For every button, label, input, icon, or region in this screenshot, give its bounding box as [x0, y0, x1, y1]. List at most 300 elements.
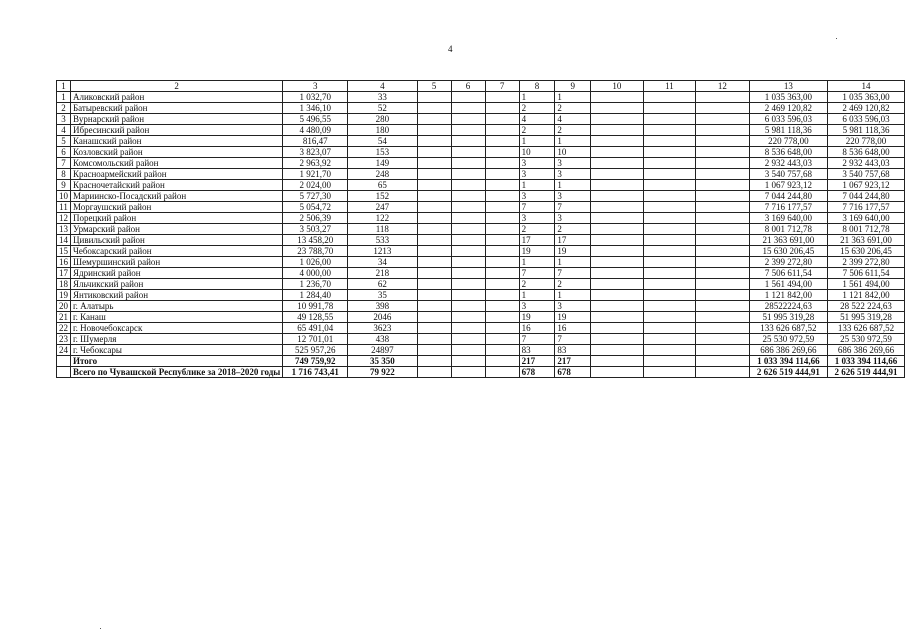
- table-cell: 1 035 363,00: [749, 92, 827, 103]
- table-cell: [485, 147, 519, 158]
- table-cell: [417, 136, 451, 147]
- table-cell: 51 995 319,28: [749, 312, 827, 323]
- table-cell: [417, 323, 451, 334]
- table-cell: [417, 158, 451, 169]
- table-cell: 19: [555, 246, 591, 257]
- table-cell: [643, 158, 696, 169]
- table-cell: [591, 213, 644, 224]
- table-cell: [417, 224, 451, 235]
- table-cell: 118: [348, 224, 417, 235]
- table-cell: 9: [57, 180, 71, 191]
- table-row: [57, 235, 905, 246]
- table-cell: [591, 103, 644, 114]
- table-cell: [485, 224, 519, 235]
- table-cell: [591, 356, 644, 367]
- header-row: [57, 81, 905, 92]
- table-cell: [485, 114, 519, 125]
- district-cell: Янтиковский район: [71, 290, 283, 301]
- table-cell: [417, 356, 451, 367]
- table-cell: 1 716 743,41: [283, 367, 348, 378]
- table-cell: 18: [57, 279, 71, 290]
- district-cell: Моргаушский район: [71, 202, 283, 213]
- district-cell: Красноармейский район: [71, 169, 283, 180]
- table-cell: 5 981 118,36: [828, 125, 905, 136]
- table-cell: 19: [555, 312, 591, 323]
- district-cell: Чебоксарский район: [71, 246, 283, 257]
- table-cell: [417, 334, 451, 345]
- table-cell: 3: [519, 169, 555, 180]
- table-cell: [451, 136, 485, 147]
- table-cell: 2 399 272,80: [828, 257, 905, 268]
- table-row: [57, 136, 905, 147]
- table-cell: 1: [555, 180, 591, 191]
- table-cell: [485, 158, 519, 169]
- table-cell: 217: [555, 356, 591, 367]
- table-cell: 678: [555, 367, 591, 378]
- table-cell: [643, 224, 696, 235]
- table-cell: [696, 246, 749, 257]
- table-cell: 4: [519, 114, 555, 125]
- table-cell: [696, 191, 749, 202]
- table-cell: [696, 114, 749, 125]
- table-cell: 83: [555, 345, 591, 356]
- table-cell: [485, 180, 519, 191]
- table-row: [57, 147, 905, 158]
- table-cell: [591, 257, 644, 268]
- table-cell: 7: [519, 334, 555, 345]
- table-cell: [451, 191, 485, 202]
- table-cell: 1 067 923,12: [749, 180, 827, 191]
- table-cell: 1: [555, 136, 591, 147]
- table-cell: [643, 301, 696, 312]
- table-cell: 3 540 757,68: [828, 169, 905, 180]
- table-cell: [417, 202, 451, 213]
- table-cell: [696, 158, 749, 169]
- table-cell: 2 506,39: [283, 213, 348, 224]
- table-cell: [591, 334, 644, 345]
- table-cell: [696, 125, 749, 136]
- table-cell: 3: [519, 158, 555, 169]
- table-cell: 1 921,70: [283, 169, 348, 180]
- table-row: [57, 191, 905, 202]
- table-cell: 5: [57, 136, 71, 147]
- table-cell: 6: [57, 147, 71, 158]
- table-cell: [451, 224, 485, 235]
- table-cell: [451, 356, 485, 367]
- table-cell: [591, 147, 644, 158]
- table-cell: 152: [348, 191, 417, 202]
- table-cell: [591, 345, 644, 356]
- table-cell: [643, 213, 696, 224]
- table-cell: 153: [348, 147, 417, 158]
- table-cell: 13: [57, 224, 71, 235]
- table-cell: [591, 169, 644, 180]
- table-cell: [696, 323, 749, 334]
- column-header: 1: [57, 81, 71, 92]
- table-cell: [643, 279, 696, 290]
- district-cell: Аликовский район: [71, 92, 283, 103]
- table-cell: 1 032,70: [283, 92, 348, 103]
- table-cell: [417, 213, 451, 224]
- table-cell: [591, 114, 644, 125]
- table-row: [57, 224, 905, 235]
- table-cell: [417, 114, 451, 125]
- table-cell: [417, 257, 451, 268]
- table-cell: [485, 125, 519, 136]
- column-header: 2: [71, 81, 283, 92]
- column-header: 6: [451, 81, 485, 92]
- table-cell: 21 363 691,00: [749, 235, 827, 246]
- table-cell: [417, 125, 451, 136]
- table-cell: 6 033 596,03: [828, 114, 905, 125]
- table-cell: 10: [555, 147, 591, 158]
- table-cell: [451, 92, 485, 103]
- column-header: 9: [555, 81, 591, 92]
- table-cell: 8 536 648,00: [828, 147, 905, 158]
- table-cell: [417, 345, 451, 356]
- table-row: [57, 323, 905, 334]
- column-header: 4: [348, 81, 417, 92]
- total-label: Итого: [71, 356, 283, 367]
- table-row: [57, 290, 905, 301]
- table-cell: [696, 334, 749, 345]
- table-cell: [643, 180, 696, 191]
- table-cell: 133 626 687,52: [828, 323, 905, 334]
- table-cell: 3: [555, 213, 591, 224]
- table-cell: [451, 180, 485, 191]
- table-cell: [451, 290, 485, 301]
- table-cell: 13 458,20: [283, 235, 348, 246]
- table-cell: [451, 268, 485, 279]
- table-cell: 23 788,70: [283, 246, 348, 257]
- table-cell: [591, 158, 644, 169]
- table-cell: 16: [57, 257, 71, 268]
- table-cell: [643, 334, 696, 345]
- table-cell: [696, 147, 749, 158]
- table-cell: 7 506 611,54: [749, 268, 827, 279]
- table-cell: [591, 191, 644, 202]
- table-cell: 1 561 494,00: [749, 279, 827, 290]
- table-cell: 24: [57, 345, 71, 356]
- table-cell: 33: [348, 92, 417, 103]
- table-cell: 28 522 224,63: [828, 301, 905, 312]
- table-cell: [696, 257, 749, 268]
- table-cell: 2: [555, 125, 591, 136]
- table-cell: 20: [57, 301, 71, 312]
- table-cell: 3: [555, 158, 591, 169]
- table-cell: [643, 103, 696, 114]
- district-cell: г. Новочебоксарск: [71, 323, 283, 334]
- column-header: 10: [591, 81, 644, 92]
- table-cell: 12 701,01: [283, 334, 348, 345]
- table-cell: [485, 345, 519, 356]
- table-cell: 1 236,70: [283, 279, 348, 290]
- table-cell: 79 922: [348, 367, 417, 378]
- table-row: [57, 213, 905, 224]
- table-cell: 686 386 269,66: [749, 345, 827, 356]
- table-cell: 3: [519, 301, 555, 312]
- column-header: 5: [417, 81, 451, 92]
- table-cell: 247: [348, 202, 417, 213]
- table-cell: 5 727,30: [283, 191, 348, 202]
- table-cell: 2: [519, 279, 555, 290]
- table-row: [57, 202, 905, 213]
- subtotal-row: [57, 356, 905, 367]
- table-row: [57, 312, 905, 323]
- table-cell: 2: [555, 103, 591, 114]
- table-cell: [696, 180, 749, 191]
- table-cell: [485, 356, 519, 367]
- table-cell: 21 363 691,00: [828, 235, 905, 246]
- table-cell: 2 932 443,03: [828, 158, 905, 169]
- table-cell: [696, 345, 749, 356]
- table-cell: 2 932 443,03: [749, 158, 827, 169]
- table-row: [57, 246, 905, 257]
- table-cell: 23: [57, 334, 71, 345]
- table-cell: [696, 279, 749, 290]
- table-cell: 15: [57, 246, 71, 257]
- table-cell: 21: [57, 312, 71, 323]
- data-table: [56, 80, 905, 378]
- table-cell: 1: [519, 92, 555, 103]
- table-cell: 1 284,40: [283, 290, 348, 301]
- scan-speck: [836, 38, 837, 39]
- table-cell: 4: [57, 125, 71, 136]
- table-cell: 3 169 640,00: [749, 213, 827, 224]
- district-cell: Ибресинский район: [71, 125, 283, 136]
- table-cell: [643, 323, 696, 334]
- table-cell: [417, 279, 451, 290]
- table-cell: 7 716 177,57: [828, 202, 905, 213]
- table-row: [57, 301, 905, 312]
- table-cell: 7 716 177,57: [749, 202, 827, 213]
- table-cell: 2 626 519 444,91: [749, 367, 827, 378]
- table-cell: [451, 246, 485, 257]
- table-cell: 17: [555, 235, 591, 246]
- table-cell: 1: [519, 136, 555, 147]
- table-cell: 7: [555, 202, 591, 213]
- table-cell: 35: [348, 290, 417, 301]
- table-cell: 2 963,92: [283, 158, 348, 169]
- district-cell: Яльчикский район: [71, 279, 283, 290]
- table-cell: 2046: [348, 312, 417, 323]
- table-cell: 7: [57, 158, 71, 169]
- table-cell: [643, 345, 696, 356]
- table-cell: [643, 92, 696, 103]
- table-cell: 525 957,26: [283, 345, 348, 356]
- table-body: [57, 81, 905, 378]
- table-cell: 2: [519, 125, 555, 136]
- column-header: 12: [696, 81, 749, 92]
- table-cell: 17: [519, 235, 555, 246]
- table-cell: [485, 323, 519, 334]
- table-cell: 248: [348, 169, 417, 180]
- district-cell: Ядринский район: [71, 268, 283, 279]
- district-cell: Вурнарский район: [71, 114, 283, 125]
- table-cell: 83: [519, 345, 555, 356]
- table-cell: [451, 103, 485, 114]
- table-cell: 10: [57, 191, 71, 202]
- table-cell: 1 121 842,00: [749, 290, 827, 301]
- table-cell: 51 995 319,28: [828, 312, 905, 323]
- table-cell: 49 128,55: [283, 312, 348, 323]
- table-cell: 5 981 118,36: [749, 125, 827, 136]
- table-cell: 16: [519, 323, 555, 334]
- table-cell: 2 024,00: [283, 180, 348, 191]
- table-cell: [485, 290, 519, 301]
- table-cell: [451, 147, 485, 158]
- district-cell: Урмарский район: [71, 224, 283, 235]
- table-cell: [696, 235, 749, 246]
- table-cell: [643, 268, 696, 279]
- table-cell: [451, 213, 485, 224]
- table-cell: 1 033 394 114,66: [749, 356, 827, 367]
- table-cell: 398: [348, 301, 417, 312]
- table-cell: 5 496,55: [283, 114, 348, 125]
- table-cell: 1: [57, 92, 71, 103]
- table-cell: [485, 257, 519, 268]
- table-cell: 678: [519, 367, 555, 378]
- table-cell: [485, 312, 519, 323]
- table-cell: 3: [57, 114, 71, 125]
- table-cell: 1 346,10: [283, 103, 348, 114]
- district-cell: Козловский район: [71, 147, 283, 158]
- table-cell: 7 044 244,80: [749, 191, 827, 202]
- table-cell: [485, 136, 519, 147]
- table-cell: [591, 323, 644, 334]
- table-cell: [591, 202, 644, 213]
- table-cell: [485, 169, 519, 180]
- table-cell: [643, 367, 696, 378]
- table-cell: [451, 125, 485, 136]
- table-cell: 12: [57, 213, 71, 224]
- table-row: [57, 92, 905, 103]
- table-cell: [591, 180, 644, 191]
- table-cell: [417, 301, 451, 312]
- table-cell: [643, 290, 696, 301]
- table-cell: [451, 202, 485, 213]
- table-cell: [485, 235, 519, 246]
- table-cell: 2: [555, 224, 591, 235]
- table-cell: 28522224,63: [749, 301, 827, 312]
- table-cell: 3 540 757,68: [749, 169, 827, 180]
- table-cell: 8: [57, 169, 71, 180]
- table-cell: 686 386 269,66: [828, 345, 905, 356]
- table-cell: 19: [519, 246, 555, 257]
- table-cell: 10 991,78: [283, 301, 348, 312]
- table-cell: 54: [348, 136, 417, 147]
- table-cell: [696, 202, 749, 213]
- table-cell: 17: [57, 268, 71, 279]
- table-cell: 2: [519, 224, 555, 235]
- table-cell: 220 778,00: [749, 136, 827, 147]
- table-row: [57, 180, 905, 191]
- table-cell: [696, 103, 749, 114]
- table-cell: [643, 202, 696, 213]
- table-cell: 149: [348, 158, 417, 169]
- table-cell: 533: [348, 235, 417, 246]
- total-label: Всего по Чувашской Республике за 2018–2020 годы: [71, 367, 283, 378]
- table-cell: 8 001 712,78: [828, 224, 905, 235]
- table-cell: 52: [348, 103, 417, 114]
- table-cell: 3: [555, 301, 591, 312]
- table-cell: [643, 191, 696, 202]
- table-cell: [451, 169, 485, 180]
- table-cell: [591, 367, 644, 378]
- district-cell: Батыревский район: [71, 103, 283, 114]
- table-row: [57, 257, 905, 268]
- table-cell: 3: [519, 191, 555, 202]
- table-cell: 1 067 923,12: [828, 180, 905, 191]
- table-cell: [417, 312, 451, 323]
- table-cell: [417, 103, 451, 114]
- table-row: [57, 125, 905, 136]
- table-cell: [417, 191, 451, 202]
- table-cell: [591, 268, 644, 279]
- table-cell: [591, 224, 644, 235]
- table-cell: 218: [348, 268, 417, 279]
- table-cell: 3: [555, 169, 591, 180]
- table-cell: [696, 301, 749, 312]
- table-cell: [485, 334, 519, 345]
- table-cell: [451, 334, 485, 345]
- table-cell: [417, 169, 451, 180]
- table-row: [57, 114, 905, 125]
- scan-speck: [100, 628, 101, 629]
- table-cell: [696, 356, 749, 367]
- district-cell: Порецкий район: [71, 213, 283, 224]
- table-cell: [417, 246, 451, 257]
- table-cell: [643, 312, 696, 323]
- table-cell: 34: [348, 257, 417, 268]
- table-cell: 1: [555, 257, 591, 268]
- table-cell: 2: [555, 279, 591, 290]
- table-cell: 122: [348, 213, 417, 224]
- table-cell: 816,47: [283, 136, 348, 147]
- table-cell: [417, 147, 451, 158]
- table-cell: [417, 180, 451, 191]
- table-cell: [451, 312, 485, 323]
- table-cell: 19: [57, 290, 71, 301]
- table-cell: [696, 169, 749, 180]
- table-cell: 10: [519, 147, 555, 158]
- table-cell: [643, 114, 696, 125]
- table-cell: [696, 312, 749, 323]
- table-cell: [485, 202, 519, 213]
- table-cell: 65: [348, 180, 417, 191]
- table-cell: [591, 279, 644, 290]
- table-cell: 25 530 972,59: [828, 334, 905, 345]
- table-cell: 7: [519, 268, 555, 279]
- table-cell: 4 480,09: [283, 125, 348, 136]
- table-cell: [485, 213, 519, 224]
- table-cell: [485, 191, 519, 202]
- table-cell: 3: [555, 191, 591, 202]
- table-row: [57, 345, 905, 356]
- table-cell: [57, 356, 71, 367]
- table-cell: 4 000,00: [283, 268, 348, 279]
- table-cell: [696, 367, 749, 378]
- table-cell: [417, 367, 451, 378]
- table-cell: [643, 169, 696, 180]
- table-cell: 220 778,00: [828, 136, 905, 147]
- column-header: 14: [828, 81, 905, 92]
- table-cell: 2: [57, 103, 71, 114]
- table-cell: [485, 103, 519, 114]
- column-header: 3: [283, 81, 348, 92]
- table-cell: 1: [519, 257, 555, 268]
- table-cell: 35 350: [348, 356, 417, 367]
